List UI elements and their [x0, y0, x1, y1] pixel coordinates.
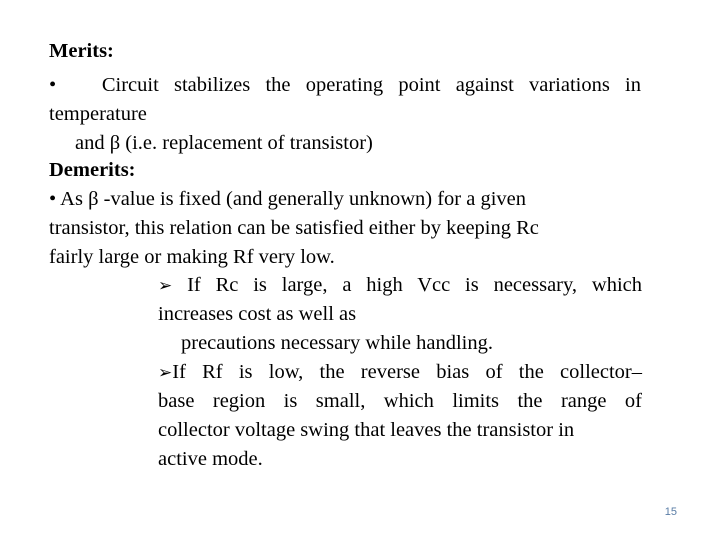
merits-line-2: temperature: [49, 103, 147, 125]
subpoint-1-line-3: precautions necessary while handling.: [181, 332, 493, 354]
demerits-heading: Demerits:: [49, 159, 136, 181]
merits-line-3: and β (i.e. replacement of transistor): [75, 132, 373, 154]
demerits-line-1: • As β -value is fixed (and generally unknown) for a given: [49, 188, 527, 210]
subpoint-1-line-1: ➢ If Rc is large, a high Vcc is necessary, which: [158, 274, 643, 296]
subpoint-1-line-2: increases cost as well as: [158, 303, 357, 325]
merits-line-1: [49, 71, 641, 100]
demerits-line-3: fairly large or making Rf very low.: [49, 246, 335, 268]
demerits-line-2: transistor, this relation can be satisfied either by keeping Rc: [49, 217, 539, 239]
arrow-bullet-icon: ➢: [158, 363, 173, 383]
page-number: 15: [664, 506, 677, 518]
subpoint-2-line-2: base region is small, which limits the range of: [158, 390, 642, 412]
merits-heading: Merits:: [49, 40, 114, 62]
subpoint-2-line-4: active mode.: [158, 448, 263, 470]
subpoint-2-line-3: collector voltage swing that leaves the transistor in: [158, 419, 575, 441]
bullet-icon: •: [49, 74, 57, 96]
merits-text-1: Circuit stabilizes the operating point against variations in: [101, 74, 641, 96]
subpoint-2-line-1: ➢If Rf is low, the reverse bias of the collector–: [158, 361, 642, 383]
arrow-bullet-icon: ➢: [158, 276, 173, 296]
